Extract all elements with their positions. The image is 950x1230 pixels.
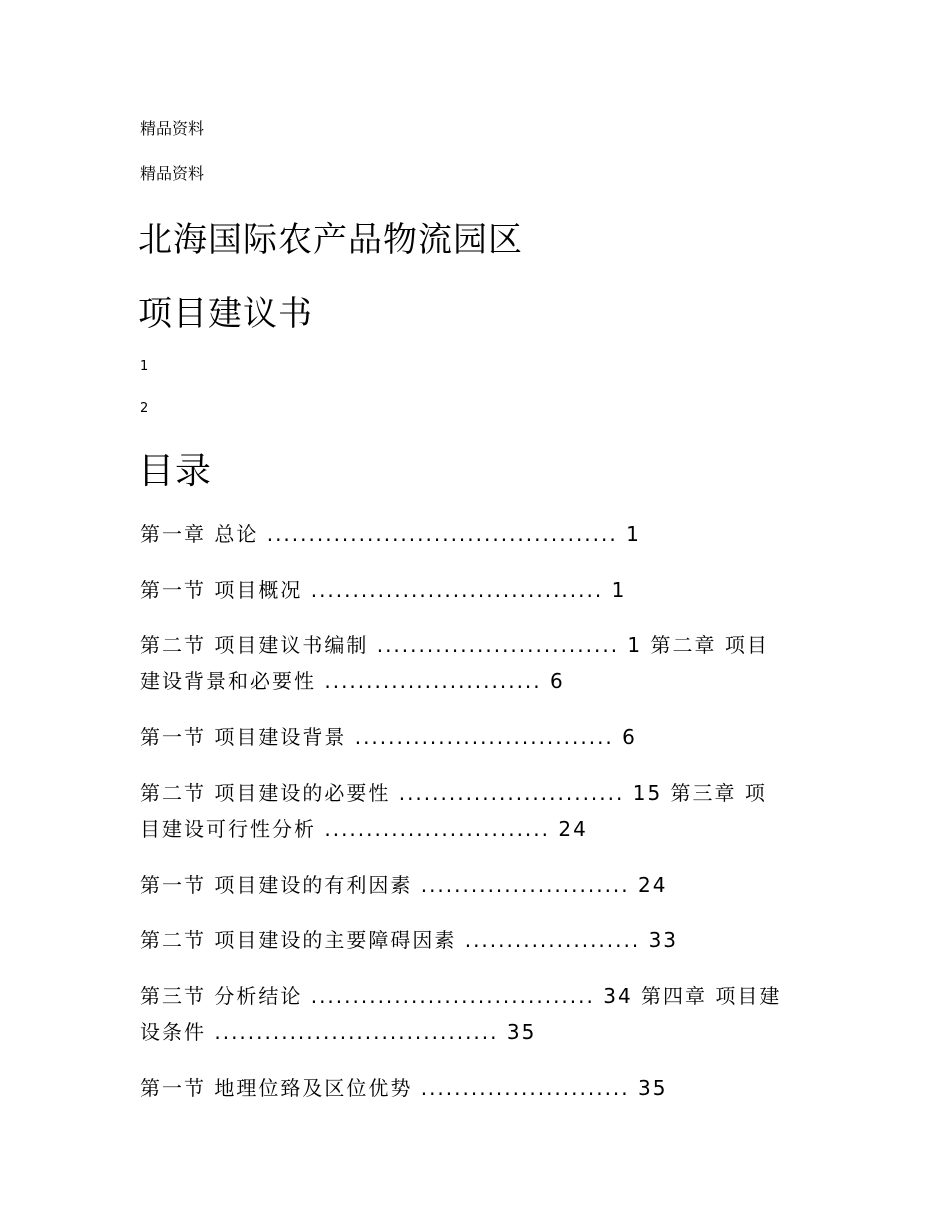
toc-entry-text: 第一节 项目建设背景 ............................... 6 <box>140 725 637 749</box>
header-label: 精品资料 <box>140 119 205 138</box>
page-number-mark: 2 <box>140 401 149 416</box>
toc-entry-text: 第一节 项目建设的有利因素 ......................... 24 <box>140 873 668 897</box>
document-title: 北海国际农产品物流园区 <box>138 220 523 260</box>
toc-entry-text: 第二节 项目建设的必要性 ........................... 15 第三章 项 <box>140 781 767 805</box>
toc-entry-text: 第一章 总论 .......................................... 1 <box>140 522 641 546</box>
page-number-mark: 1 <box>140 359 149 374</box>
toc-entry-text: 第二节 项目建设的主要障碍因素 ..................... 33 <box>140 928 679 952</box>
toc-entry <box>140 978 820 1050</box>
toc-entry-text: 第一节 地理位臵及区位优势 ......................... 35 <box>140 1076 668 1100</box>
toc-entry <box>140 775 820 847</box>
toc-entry-text: 第一节 项目概况 ................................... 1 <box>140 578 627 602</box>
toc-entry <box>140 867 820 903</box>
toc-entry <box>140 627 820 699</box>
toc-entry-text-continued: 目建设可行性分析 ........................... 24 <box>140 817 588 841</box>
toc-heading: 目录 <box>138 451 213 492</box>
toc-entry-text-continued: 设条件 .................................. 35 <box>140 1020 537 1044</box>
toc-entry <box>140 1070 820 1106</box>
toc-entry-text: 第二节 项目建议书编制 ............................. 1 第二章 项目 <box>140 633 769 657</box>
document-subtitle: 项目建议书 <box>138 294 313 334</box>
header-label: 精品资料 <box>140 164 205 183</box>
toc-entry <box>140 719 820 755</box>
toc-entry-text: 第三节 分析结论 .................................. 34 第四章 项目建 <box>140 984 782 1008</box>
toc-entry <box>140 572 820 608</box>
toc-entry <box>140 922 820 958</box>
toc-entry <box>140 516 820 552</box>
toc-entry-text-continued: 建设背景和必要性 .......................... 6 <box>140 669 565 693</box>
